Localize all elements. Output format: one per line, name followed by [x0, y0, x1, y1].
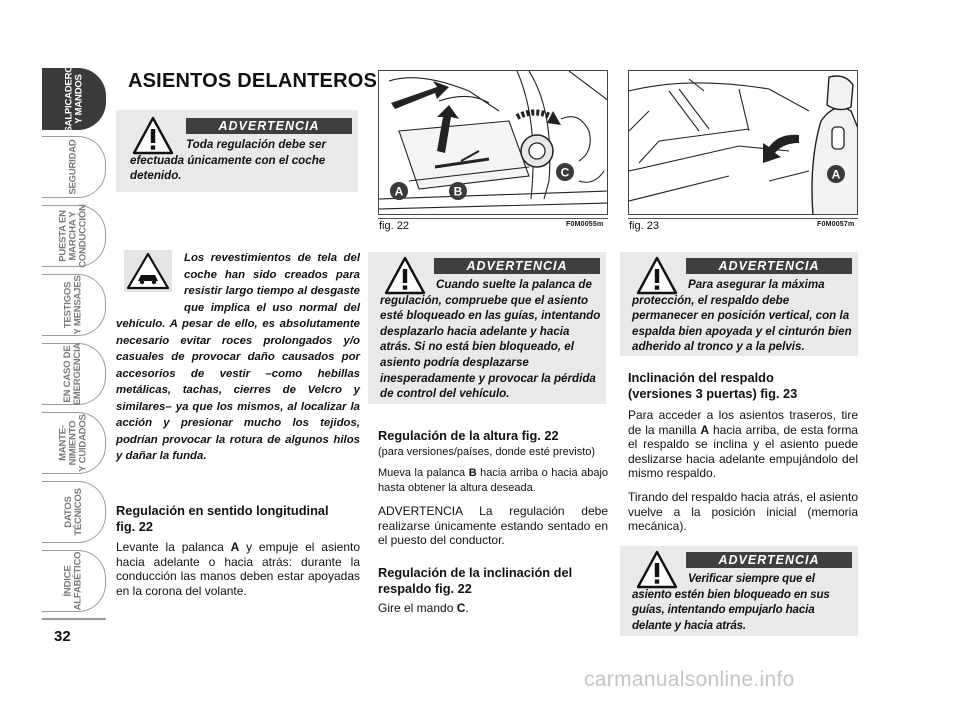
heading-respaldo-3-puertas: Inclinación del respaldo (versiones 3 puertas) fig. 23 [628, 370, 798, 401]
warning-box-bloqueo [368, 252, 606, 404]
tab-testigos[interactable]: TESTIGOS Y MENSAJES [42, 274, 106, 336]
tab-indice[interactable]: ÍNDICE ALFABÉTICO [42, 550, 106, 612]
backrest-illustration [629, 71, 858, 215]
warning-label: ADVERTENCIA [186, 118, 352, 134]
warning-text: Verificar siempre que el asiento estén bien bloqueado en sus guías, intentando empujarlo hacia delante y hacia atrás. [632, 572, 830, 632]
warning-label: ADVERTENCIA [686, 552, 852, 568]
watermark: carmanualsonline.info [584, 668, 795, 691]
warning-box-respaldo [620, 252, 858, 356]
svg-text:A: A [831, 167, 841, 182]
heading-inclinacion: Regulación de la inclinación del respaldo fig. 22 [378, 565, 573, 596]
seat-controls-illustration [379, 71, 608, 215]
svg-text:A: A [394, 184, 404, 199]
figure-caption: fig. 23 [629, 220, 659, 232]
tab-puesta-en-marcha[interactable]: PUESTA EN MARCHA Y CONDUCCIÓN [42, 205, 106, 267]
arrow-icon [391, 81, 449, 109]
warning-text: Para asegurar la máxima protección, el respaldo debe permanecer en posición vertical, con la espalda bien apoyada y el cinturón bien adherido al tronco y a la pelvis. [632, 278, 852, 354]
arrow-icon [763, 135, 799, 163]
figure-23-backrest-handle [628, 70, 858, 215]
tab-seguridad[interactable]: SEGURIDAD [42, 136, 106, 198]
warning-label: ADVERTENCIA [686, 258, 852, 274]
index-divider [42, 618, 106, 620]
text-inclinacion: Gire el mando C. [378, 601, 469, 615]
text-respaldo-1: Para acceder a los asientos traseros, tire de la manilla A hacia arriba, de esta forma el respaldo se inclina y el asiento puede deslizarse hacia adelante empujándolo del mismo respaldo. [628, 408, 858, 480]
tab-emergencia[interactable]: EN CASO DE EMERGENCIA [42, 343, 106, 405]
tab-datos-tecnicos[interactable]: DATOS TÉCNICOS [42, 481, 106, 543]
figure-code: F0M0055m [566, 221, 604, 228]
text-altura-advertencia: ADVERTENCIA La regulación debe realizarse únicamente estando sentado en el puesto del conductor. [378, 504, 608, 547]
altura-subnote: (para versiones/países, donde esté previsto) [378, 446, 596, 458]
heading-longitudinal: Regulación en sentido longitudinal fig. 22 [116, 503, 329, 534]
text-respaldo-2: Tirando del respaldo hacia atrás, el asiento vuelve a la posición inicial (memoria mecánica). [628, 490, 858, 533]
warning-box-regulacion [116, 110, 358, 192]
text-longitudinal: Levante la palanca A y empuje el asiento hacia adelante o hacia atrás: durante la conducción las manos deben estar apoyadas en la corona del volante. [116, 540, 360, 598]
heading-altura: Regulación de la altura fig. 22 [378, 428, 559, 443]
page-title: ASIENTOS DELANTEROS [128, 70, 378, 92]
callout-badge [390, 182, 408, 200]
svg-text:C: C [560, 165, 570, 180]
warning-text: Cuando suelte la palanca de regulación, compruebe que el asiento esté bloqueado en las guías, intentando desplazarlo hacia adelante y hacia atrás. Si no está bien bloqueado, el asiento podría desplazarse inesperadamente y provocar la pérdida de control del vehículo. [380, 278, 601, 401]
text-altura: Mueva la palanca B hacia arriba o hacia abajo hasta obtener la altura deseada. [378, 467, 609, 494]
callout-badge [449, 182, 467, 200]
figure-caption: fig. 22 [379, 220, 409, 232]
svg-text:B: B [453, 184, 463, 199]
figure-code: F0M0057m [817, 221, 855, 228]
warning-text: Toda regulación debe ser efectuada únicamente con el coche detenido. [130, 138, 327, 183]
callout-badge [827, 165, 845, 183]
figure-22-seat-controls [378, 70, 608, 215]
callout-badge [556, 163, 574, 181]
page-number: 32 [54, 628, 71, 645]
fabric-care-note: Los revestimientos de tela del coche han sido creados para resistir largo tiempo al desgaste que implica el uso normal del vehículo. A pesar de ello, es absolutamente necesario evitar roces prolongados y/o casuales de provocar daño causados por accesorios de vestir –como hebillas metálicas, tachas, cierres de Velcro y similares– ya que los mismos, al localizar la acción y presionar mucho los tejidos, podrían provocar la rotura de algunos hilos y dañar la funda. [116, 252, 360, 462]
warning-box-guias [620, 546, 858, 636]
tab-salpicadero[interactable]: SALPICADERO Y MANDOS [42, 68, 106, 130]
warning-label: ADVERTENCIA [434, 258, 600, 274]
tab-mantenimiento[interactable]: MANTE- NIMIENTO Y CUIDADOS [42, 412, 106, 474]
